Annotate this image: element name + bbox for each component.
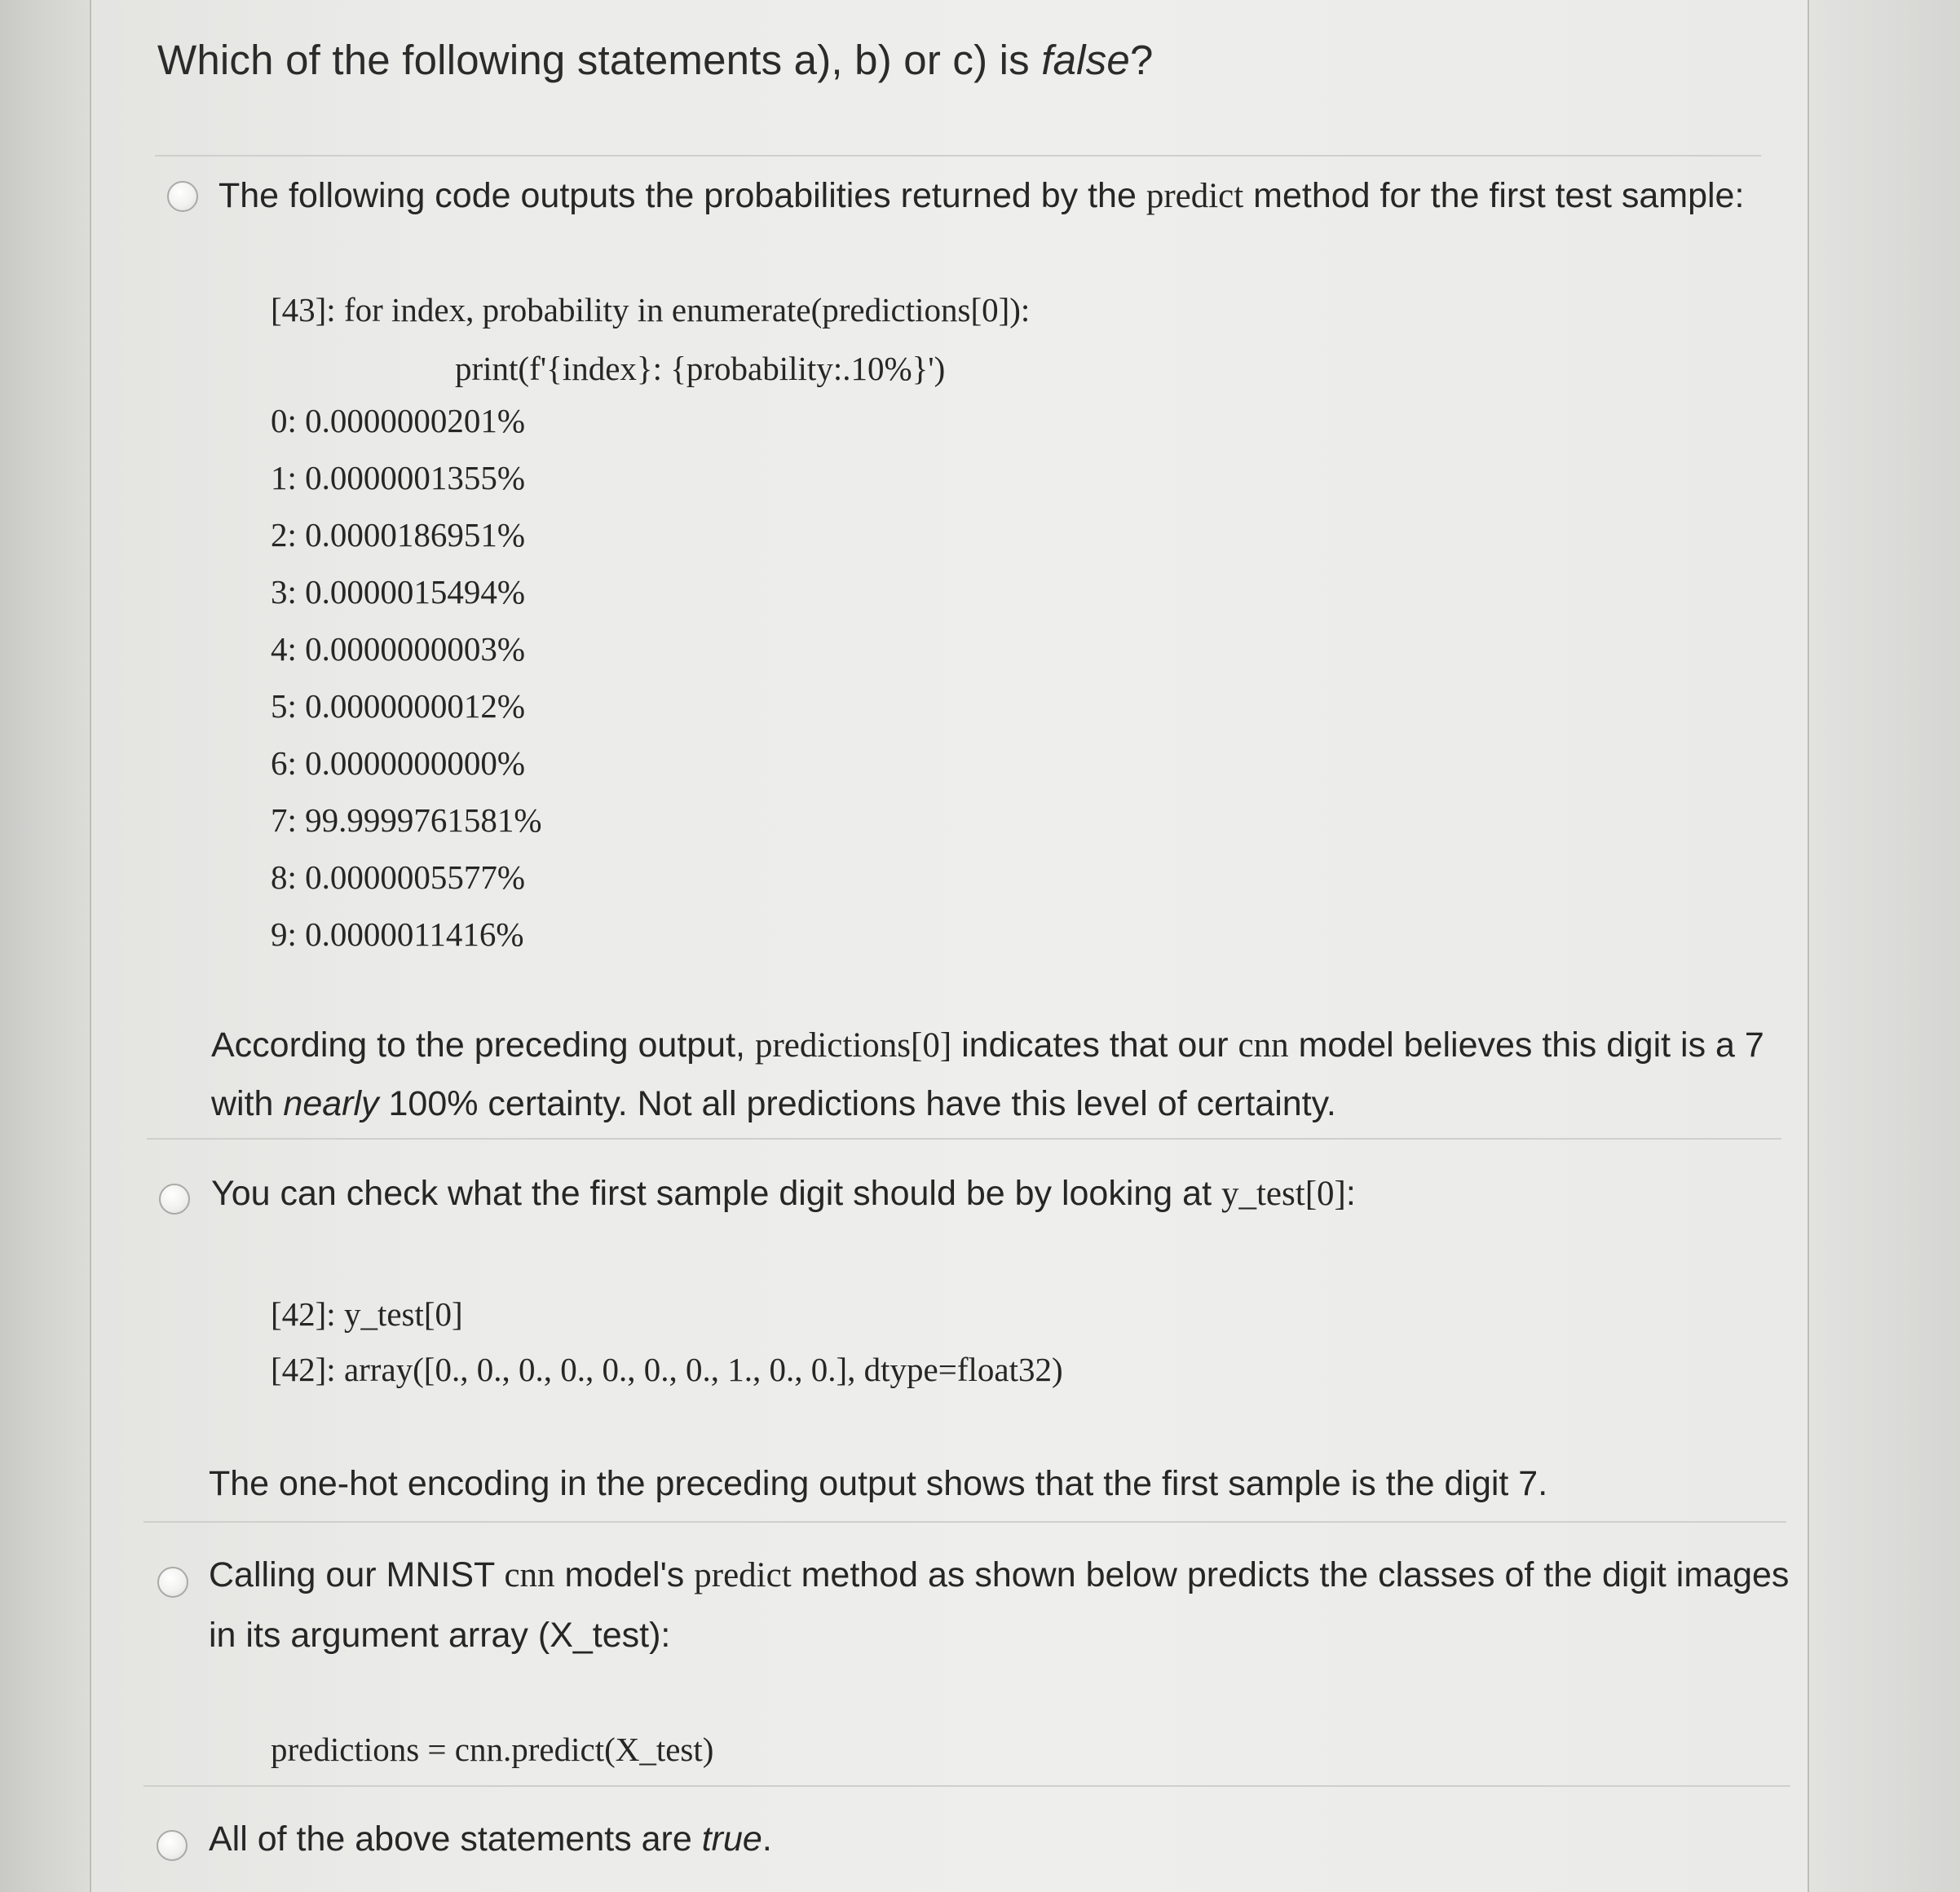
output-line: 5: 0.0000000012% [271, 687, 526, 725]
option-c-intro-text: model's [554, 1555, 695, 1594]
output-line: 0: 0.0000000201% [271, 402, 526, 439]
option-a-conclusion-code: predictions[0] [754, 1026, 952, 1065]
option-a-code-line-1: [43]: for index, probability in enumerate(predictions[0]): [271, 291, 1031, 329]
option-b-intro [211, 1174, 1356, 1214]
option-c-intro-line-2: in its argument array (X_test): [209, 1616, 671, 1655]
option-a-conclusion-line-1 [211, 1025, 1764, 1065]
option-a-conclusion-line-2 [211, 1084, 1336, 1124]
question-text [157, 36, 1154, 84]
output-line: 7: 99.9999761581% [271, 801, 542, 839]
output-line: 4: 0.0000000003% [271, 630, 526, 668]
output-line: 9: 0.0000011416% [271, 915, 524, 953]
option-a-conclusion-text: with [211, 1084, 284, 1123]
option-a-intro-text-end: method for the first test sample: [1243, 176, 1745, 215]
option-d-label [209, 1819, 772, 1859]
option-d-radio[interactable] [157, 1830, 188, 1861]
option-d-label-mark: . [761, 1819, 772, 1859]
option-b-conclusion: The one-hot encoding in the preceding output shows that the first sample is the digit 7. [209, 1464, 1548, 1503]
option-b-divider [143, 1521, 1786, 1523]
question-text-mark: ? [1129, 37, 1154, 83]
option-a-intro-code: predict [1146, 177, 1244, 215]
option-b-intro-text: You can check what the first sample digit should be by looking at [211, 1174, 1221, 1213]
option-d-label-text: All of the above statements are [209, 1819, 702, 1859]
question-text-main: Which of the following statements a), b) or c) is [157, 37, 1042, 83]
option-a-conclusion-code: cnn [1238, 1026, 1289, 1065]
option-a-conclusion-text: According to the preceding output, [211, 1025, 755, 1065]
output-line: 1: 0.0000001355% [271, 459, 526, 496]
option-b-radio[interactable] [159, 1184, 190, 1215]
option-c-divider [143, 1785, 1790, 1787]
question-text-emphasis: false [1041, 37, 1130, 83]
option-c-intro-code: cnn [504, 1556, 555, 1594]
option-c-intro-text: method as shown below predicts the classes of the digit images [791, 1555, 1790, 1594]
option-d-label-emphasis: true [701, 1819, 762, 1859]
option-a-radio[interactable] [167, 181, 198, 212]
output-line: 2: 0.0000186951% [271, 516, 526, 553]
option-a-intro [219, 176, 1744, 216]
option-b-code-line-1: [42]: y_test[0] [271, 1295, 463, 1333]
output-line: 6: 0.0000000000% [271, 744, 526, 782]
option-a-conclusion-text: model believes this digit is a 7 [1288, 1025, 1764, 1065]
output-line: 3: 0.0000015494% [271, 573, 526, 611]
option-a-conclusion-text: indicates that our [951, 1025, 1238, 1065]
option-a-code-line-2: print(f'{index}: {probability:.10%}') [455, 350, 946, 387]
option-b-intro-code: y_test[0] [1221, 1175, 1346, 1213]
option-c-code-line: predictions = cnn.predict(X_test) [271, 1731, 714, 1768]
output-line: 8: 0.0000005577% [271, 858, 526, 896]
option-a-divider [147, 1138, 1781, 1140]
option-a-conclusion-emphasis: nearly [283, 1084, 379, 1123]
option-b-code-line-2: [42]: array([0., 0., 0., 0., 0., 0., 0., 1., 0., 0.], dtype=float32) [271, 1351, 1063, 1388]
question-divider [155, 155, 1761, 157]
option-c-intro-code: predict [694, 1556, 792, 1594]
option-c-intro-text: Calling our MNIST [209, 1555, 505, 1594]
option-a-intro-text: The following code outputs the probabilities returned by the [219, 176, 1146, 215]
option-a-conclusion-text: 100% certainty. Not all predictions have this level of certainty. [378, 1084, 1336, 1123]
option-b-intro-text-end: : [1345, 1174, 1356, 1213]
option-c-radio[interactable] [157, 1567, 188, 1598]
option-c-intro-line-1 [209, 1555, 1789, 1595]
